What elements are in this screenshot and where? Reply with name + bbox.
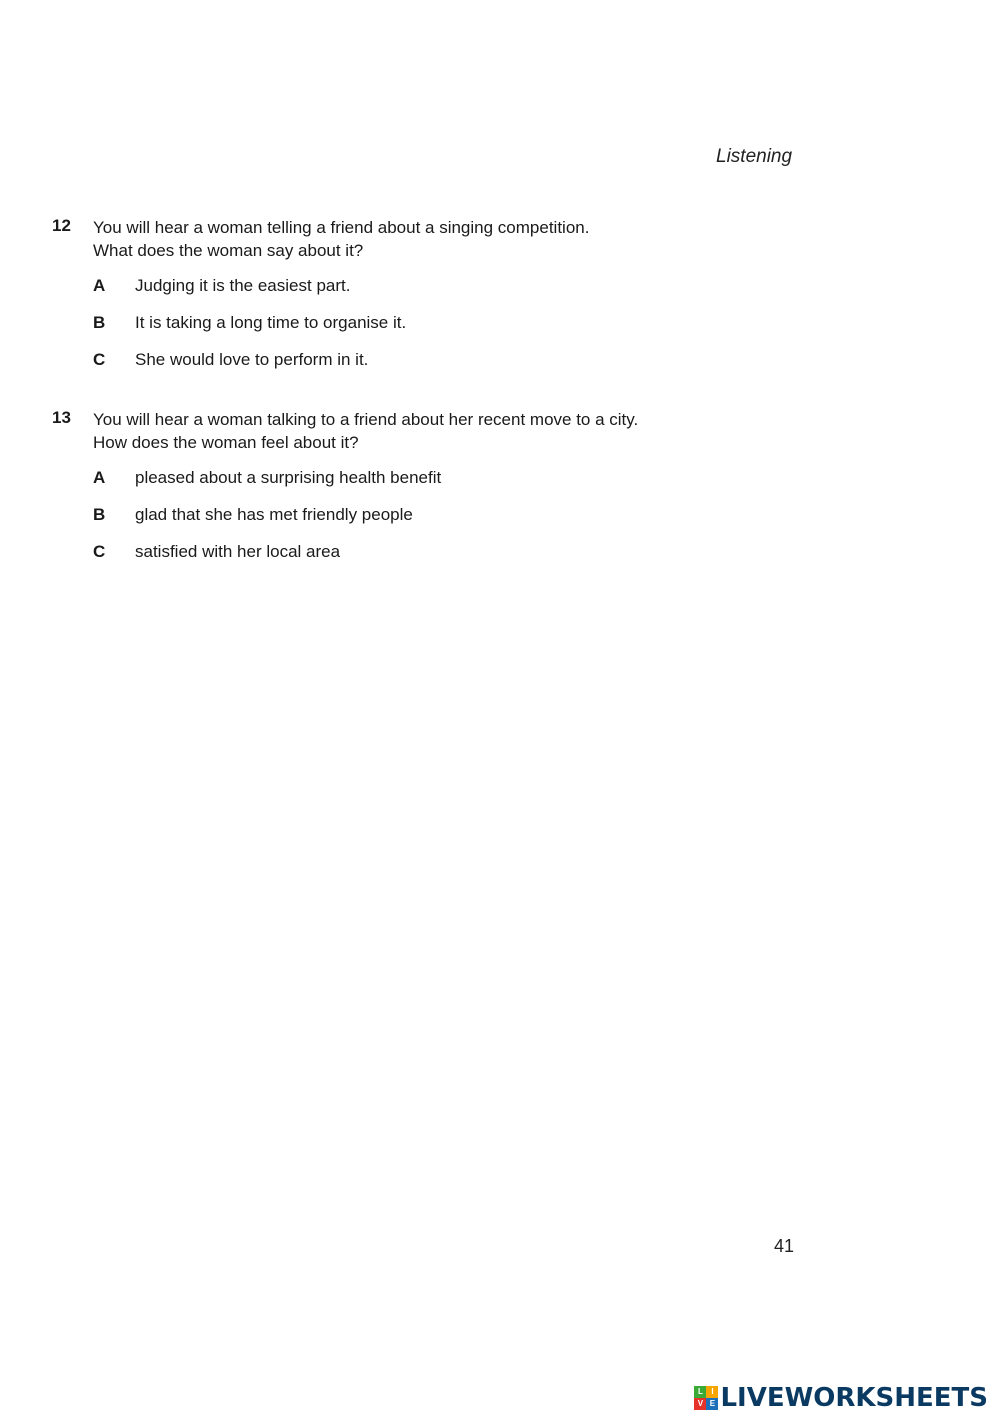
option-text: glad that she has met friendly people (135, 505, 413, 524)
logo-cell: I (706, 1386, 718, 1398)
watermark-text: LIVEWORKSHEETS (720, 1383, 988, 1413)
question-line-1: You will hear a woman telling a friend about a singing competition. (93, 218, 590, 237)
option-letter: B (93, 313, 106, 332)
page-number: 41 (774, 1236, 795, 1256)
option-letter: A (93, 468, 106, 487)
liveworksheets-watermark (694, 1383, 988, 1413)
question-line-1: You will hear a woman talking to a friend about her recent move to a city. (93, 410, 639, 429)
question-number: 12 (52, 216, 71, 235)
question-number: 13 (52, 408, 71, 427)
logo-cell: L (694, 1386, 706, 1398)
option-text: It is taking a long time to organise it. (135, 313, 407, 332)
option-text: Judging it is the easiest part. (135, 276, 351, 295)
question-line-2: How does the woman feel about it? (93, 433, 359, 452)
option-text: She would love to perform in it. (135, 350, 369, 369)
question-line-2: What does the woman say about it? (93, 241, 364, 260)
option-letter: B (93, 505, 106, 524)
section-label: Listening (716, 146, 793, 167)
option-a[interactable] (93, 276, 350, 296)
option-c[interactable] (93, 542, 340, 562)
option-a[interactable] (93, 468, 441, 488)
option-letter: A (93, 276, 106, 295)
logo-cell: E (706, 1398, 718, 1410)
option-c[interactable] (93, 350, 368, 370)
option-text: satisfied with her local area (135, 542, 341, 561)
option-letter: C (93, 350, 106, 369)
option-letter: C (93, 542, 106, 561)
option-b[interactable] (93, 505, 413, 525)
question-text (93, 216, 589, 262)
option-b[interactable] (93, 313, 406, 333)
question-text (93, 408, 638, 454)
logo-cell: V (694, 1398, 706, 1410)
option-text: pleased about a surprising health benefit (135, 468, 442, 487)
liveworksheets-logo-icon (694, 1386, 718, 1410)
